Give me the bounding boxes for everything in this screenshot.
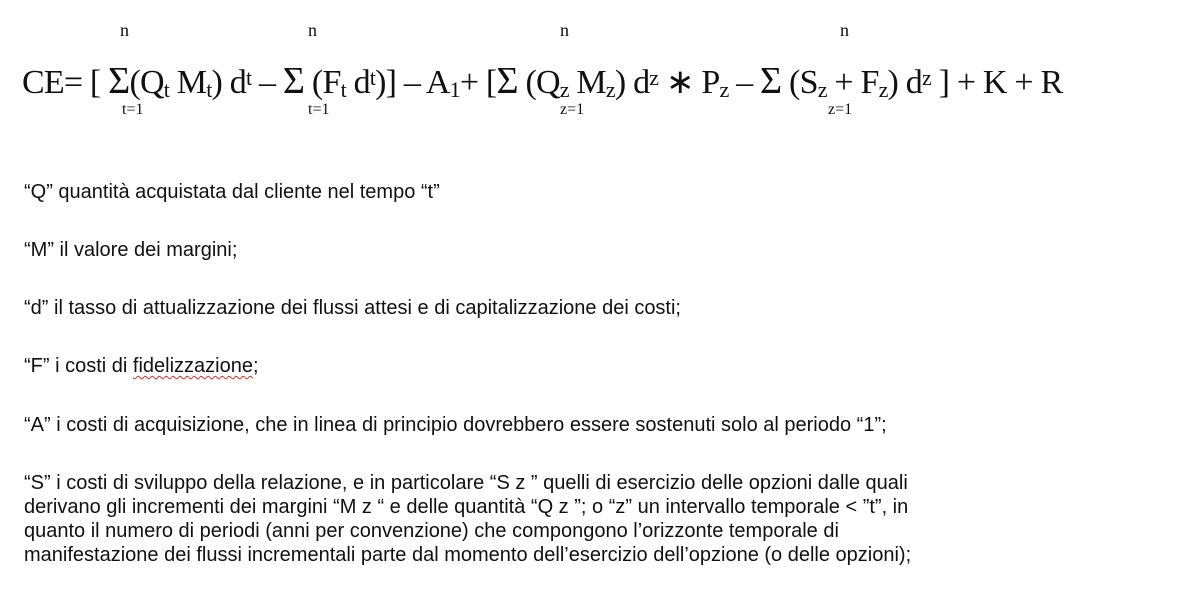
- definition-d: “d” il tasso di attualizzazione dei flussi attesi e di capitalizzazione dei costi;: [24, 297, 681, 319]
- sum-lower-limit: z=1: [828, 101, 853, 118]
- definition-a: “A” i costi di acquisizione, che in linea di principio dovrebbero essere sostenuti solo al periodo “1”;: [24, 414, 887, 436]
- definition-f: “F” i costi di fidelizzazione;: [24, 355, 259, 377]
- sigma-symbol: Σ: [282, 60, 305, 102]
- sigma-symbol: Σ: [760, 60, 782, 102]
- definition-q: “Q” quantità acquistata dal cliente nel tempo “t”: [24, 181, 440, 203]
- sum-upper-limit: n: [840, 20, 849, 40]
- sum-upper-limit: n: [308, 20, 317, 40]
- sum-lower-limit: t=1: [122, 101, 144, 118]
- spellcheck-word: fidelizzazione: [132, 355, 253, 377]
- definitions: [24, 180, 1184, 567]
- sigma-symbol: Σ: [108, 60, 130, 102]
- definition-m: “M” il valore dei margini;: [24, 239, 238, 261]
- definition-s: “S” i costi di sviluppo della relazione, e in particolare “S z ” quelli di esercizio delle opzioni dalle quali derivano gli incrementi dei margini “M z “ e delle quantità “Q z ”; o “z” un intervallo temporale < ”t”, in quanto il numero di periodi (anni per convenzione) che compongono l’orizzonte temporale di manifestazione dei flussi incrementali parte dal momento dell’esercizio dell’opzione (o delle opzioni);: [24, 472, 912, 566]
- formula: [22, 8, 1192, 126]
- sum-upper-limit: n: [120, 20, 129, 40]
- ce-symbol: CE: [22, 64, 64, 101]
- sum-upper-limit: n: [560, 20, 569, 40]
- sigma-symbol: Σ: [496, 60, 518, 102]
- sum-lower-limit: t=1: [308, 101, 330, 118]
- formula-line: CE= [ $\Sigma(Q_t$ $M_t$) $d^t$ – Σ ($F_t$ $d^t)] - A_1+ [\Sigma$ ($Q_z$ $M_z$) $d^z$ ∗ $P_z$ – Σ $(S_z + F_z)$ $d^z$ ] + K + R: [22, 60, 1063, 102]
- sum-lower-limit: z=1: [560, 101, 585, 118]
